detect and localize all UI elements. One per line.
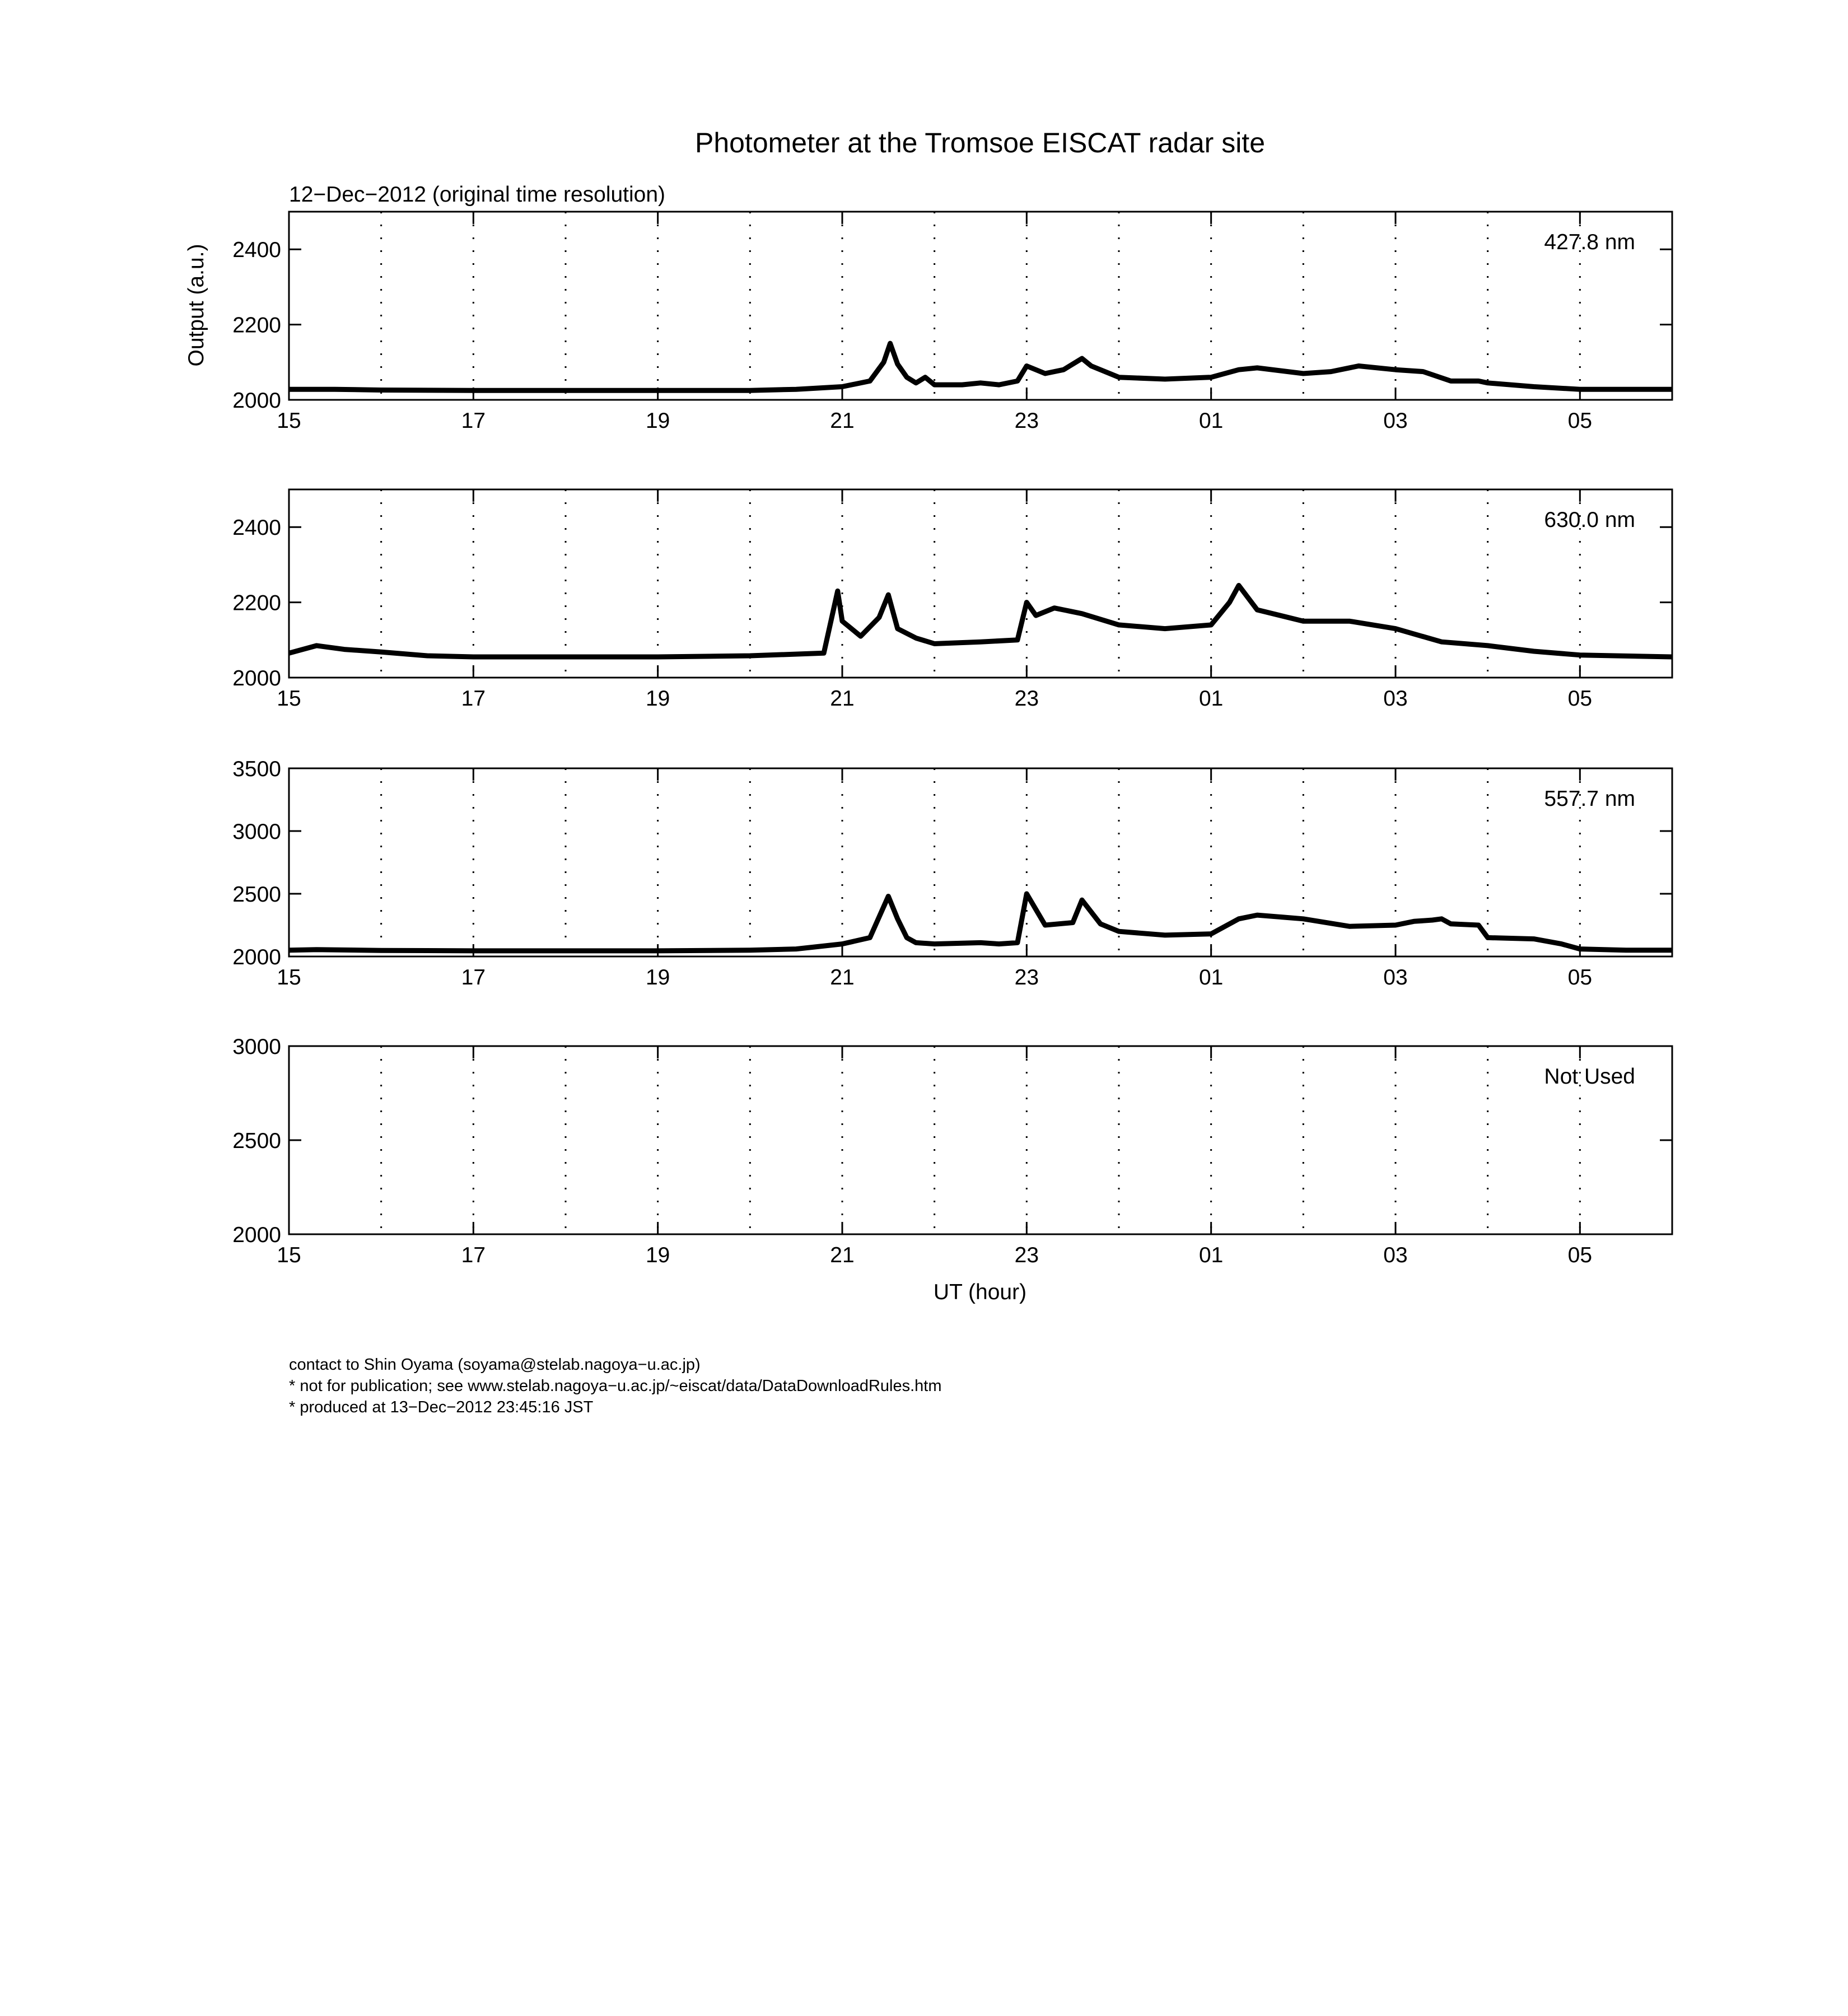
axes-frame: [289, 212, 1672, 400]
x-tick-label: 01: [1198, 409, 1224, 433]
panel-label: 427.8 nm: [1544, 230, 1635, 254]
x-tick-label: 23: [1014, 687, 1039, 711]
panel-label: 630.0 nm: [1544, 508, 1635, 532]
axes-frame: [289, 1046, 1672, 1234]
x-tick-label: 01: [1198, 965, 1224, 990]
x-tick-label: 15: [277, 687, 301, 711]
y-tick-label: 2000: [232, 945, 281, 969]
footer-contact: contact to Shin Oyama (soyama@stelab.nagoya−u.ac.jp): [289, 1356, 701, 1374]
y-tick-label: 2400: [232, 238, 281, 263]
y-tick-label: 2200: [232, 313, 281, 338]
x-tick-label: 17: [461, 1243, 486, 1267]
y-tick-label: 2400: [232, 516, 281, 540]
x-tick-label: 01: [1198, 1243, 1224, 1267]
x-tick-label: 23: [1014, 965, 1039, 990]
y-tick-label: 2500: [232, 1129, 281, 1153]
x-tick-label: 05: [1567, 965, 1593, 990]
x-tick-label: 05: [1567, 687, 1593, 711]
x-tick-label: 03: [1383, 409, 1408, 433]
axes-frame: [289, 489, 1672, 678]
y-tick-label: 2000: [232, 1223, 281, 1247]
x-tick-label: 05: [1567, 409, 1593, 433]
y-tick-label: 2000: [232, 666, 281, 690]
x-tick-label: 23: [1014, 1243, 1039, 1267]
y-tick-label: 2200: [232, 591, 281, 615]
x-tick-label: 23: [1014, 409, 1039, 433]
x-tick-label: 19: [645, 687, 670, 711]
x-tick-label: 15: [277, 965, 301, 990]
x-tick-label: 17: [461, 687, 486, 711]
y-tick-label: 3000: [232, 820, 281, 844]
chart-panel-2: [232, 489, 1672, 711]
x-axis-label: UT (hour): [933, 1280, 1027, 1304]
x-tick-label: 19: [645, 1243, 670, 1267]
footer-notes: [289, 1354, 1633, 1418]
x-tick-label: 17: [461, 409, 486, 433]
x-tick-label: 15: [277, 1243, 301, 1267]
y-tick-label: 2500: [232, 883, 281, 907]
x-tick-label: 21: [830, 1243, 855, 1267]
axes-frame: [289, 768, 1672, 956]
x-tick-label: 03: [1383, 1243, 1408, 1267]
x-tick-label: 03: [1383, 687, 1408, 711]
y-axis-label: Output (a.u.): [184, 244, 208, 367]
x-tick-label: 21: [830, 965, 855, 990]
x-tick-label: 03: [1383, 965, 1408, 990]
x-tick-label: 19: [645, 965, 670, 990]
y-tick-label: 3000: [232, 1035, 281, 1059]
x-tick-label: 15: [277, 409, 301, 433]
x-tick-label: 05: [1567, 1243, 1593, 1267]
chart-panel-3: [232, 757, 1672, 990]
x-tick-label: 19: [645, 409, 670, 433]
y-tick-label: 3500: [232, 757, 281, 781]
panel-label: Not Used: [1544, 1065, 1635, 1089]
series-line: [289, 585, 1672, 657]
panel-label: 557.7 nm: [1544, 787, 1635, 811]
figure-title: Photometer at the Tromsoe EISCAT radar site: [694, 127, 1266, 158]
footer-produced: * produced at 13−Dec−2012 23:45:16 JST: [289, 1398, 594, 1416]
x-tick-label: 21: [830, 409, 855, 433]
chart-panel-1: [232, 212, 1672, 433]
chart-panel-4: [232, 1035, 1672, 1267]
x-tick-label: 01: [1198, 687, 1224, 711]
y-tick-label: 2000: [232, 389, 281, 413]
x-tick-label: 21: [830, 687, 855, 711]
x-tick-label: 17: [461, 965, 486, 990]
figure-subtitle: 12−Dec−2012 (original time resolution): [289, 183, 666, 207]
footer-rules: * not for publication; see www.stelab.nagoya−u.ac.jp/~eiscat/data/DataDownloadRules.htm: [289, 1377, 942, 1395]
